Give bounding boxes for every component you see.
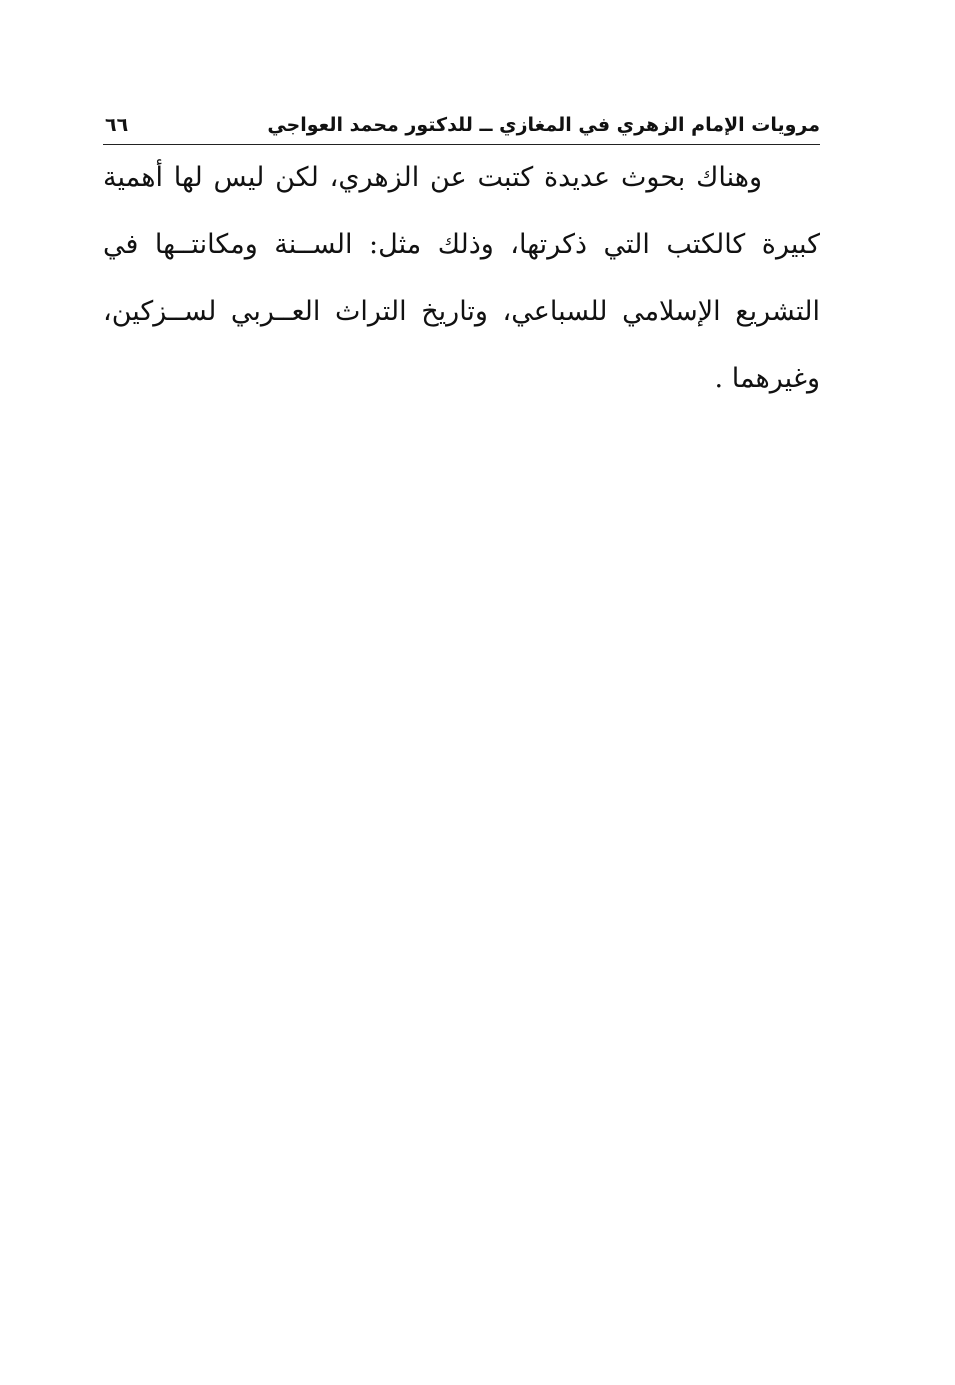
paragraph-line-4: وغيرهما .: [714, 363, 820, 394]
page-number: ٦٦: [105, 114, 129, 136]
paragraph-line-3: التشريع الإسلامي للسباعي، وتاريخ التراث العــربي لســزكين،: [103, 296, 820, 327]
running-header-title: مرويات الإمام الزهري في المغازي ــ للدكتور محمد العواجي: [267, 114, 820, 136]
body-paragraph: [103, 148, 820, 416]
paragraph-line-1: وهناك بحوث عديدة كتبت عن الزهري، لكن ليس لها أهمية: [103, 162, 762, 193]
running-header: [103, 110, 820, 145]
paragraph-line-2: كبيرة كالكتب التي ذكرتها، وذلك مثل: الســنة ومكانتــها في: [103, 229, 820, 260]
